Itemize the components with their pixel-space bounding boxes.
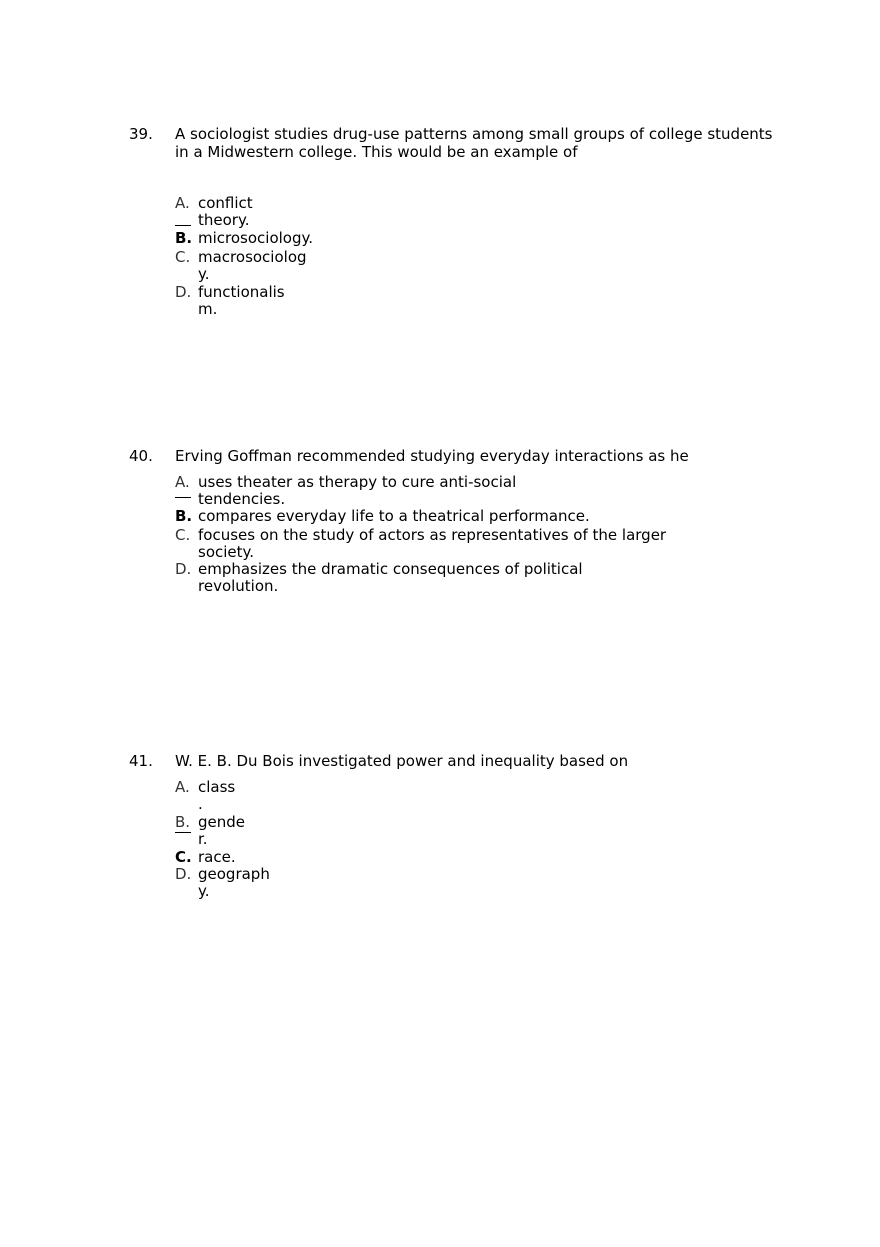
question-number: 39.	[129, 125, 153, 143]
option-letter: C.	[175, 526, 191, 544]
option-text: emphasizes the dramatic consequences of political revolution.	[198, 560, 583, 595]
option-letter: B.	[175, 507, 193, 525]
underline-mark	[175, 497, 191, 498]
option-text: conflict theory.	[198, 194, 253, 229]
option-letter: D.	[175, 283, 192, 301]
underline-mark	[175, 832, 191, 833]
question-number: 40.	[129, 447, 153, 465]
option-text: functionalis m.	[198, 283, 285, 318]
question-number: 41.	[129, 752, 153, 770]
option-text: uses theater as therapy to cure anti-social tendencies.	[198, 473, 517, 508]
option-letter: C.	[175, 848, 192, 866]
option-letter: D.	[175, 865, 192, 883]
option-text: class .	[198, 778, 236, 813]
option-text: geograph y.	[198, 865, 270, 900]
question-text: Erving Goffman recommended studying everyday interactions as he	[175, 447, 689, 465]
option-text: compares everyday life to a theatrical performance.	[198, 507, 590, 525]
option-text: microsociology.	[198, 229, 313, 247]
underline-mark	[175, 225, 191, 226]
option-letter: A.	[175, 778, 190, 796]
option-letter: B.	[175, 813, 191, 831]
option-letter: C.	[175, 248, 191, 266]
question-text: W. E. B. Du Bois investigated power and inequality based on	[175, 752, 629, 770]
option-letter: D.	[175, 560, 192, 578]
option-text: focuses on the study of actors as representatives of the larger society.	[198, 526, 667, 561]
option-letter: A.	[175, 194, 190, 212]
option-text: macrosociolog y.	[198, 248, 307, 283]
option-text: gende r.	[198, 813, 246, 848]
option-letter: A.	[175, 473, 190, 491]
option-letter: B.	[175, 229, 193, 247]
question-text: A sociologist studies drug-use patterns among small groups of college students in a Midwestern college. This would be an example of	[175, 125, 773, 161]
option-text: race.	[198, 848, 236, 866]
